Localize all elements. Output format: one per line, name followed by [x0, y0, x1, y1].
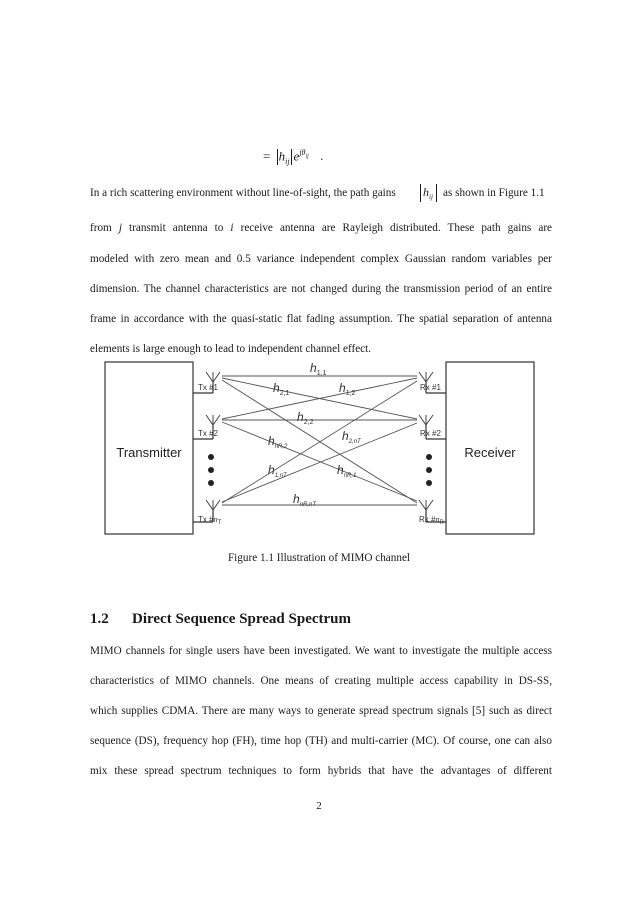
gain-label-h11: $h_{1,1}$ [310, 361, 327, 377]
paragraph-spread-spectrum-line-5: mix these spread spectrum techniques to form hybrids that have the advantages of different [90, 765, 552, 777]
equation-h-subscript: ij [285, 156, 290, 166]
paragraph-intro-line-2: from j transmit antenna to i receive antenna are Rayleigh distributed. These path gains are [90, 222, 553, 234]
path-gain-symbol: $h_{ij}$ [420, 184, 437, 202]
paragraph-spread-spectrum-line-1: MIMO channels for single users have been investigated. We want to investigate the multiple access [90, 645, 552, 657]
gain-label-h21: $h_{2,1}$ [273, 381, 290, 397]
gain-label-hnrnt: $h_{nR,nT}$ [293, 492, 317, 508]
tx1-antenna-icon [206, 372, 220, 382]
gain-label-h2nt: $h_{2,nT}$ [342, 429, 361, 445]
gain-label-h1nt: $h_{1,nT}$ [268, 463, 287, 479]
paragraph-intro-line-3: modeled with zero mean and 0.5 variance independent complex Gaussian random variables per [90, 253, 552, 265]
equation-e: e [293, 148, 300, 164]
rx1-label: Rx #1 [420, 383, 441, 392]
paragraph-intro-line-5: frame in accordance with the quasi-static flat fading assumption. The spatial separation of antenna [90, 313, 552, 325]
gain-label-h12: $h_{1,2}$ [339, 381, 356, 397]
paragraph-spread-spectrum-line-4: sequence (DS), frequency hop (FH), time hop (TH) and multi-carrier (MC). Of course, one can also [90, 735, 552, 747]
equation-h: h [278, 148, 286, 164]
gain-label-hnr1: $h_{nR,1}$ [337, 463, 357, 479]
paragraph-spread-spectrum-line-2: characteristics of MIMO channels. One means of creating multiple access capability in DS-SS, [90, 675, 552, 687]
rx2-antenna-icon [419, 415, 433, 425]
tx-dots-icon [208, 454, 214, 460]
paragraph-intro-line-6: elements is large enough to lead to independent channel effect. [90, 343, 372, 355]
gain-label-hnr2: $h_{nR,2}$ [268, 434, 288, 450]
paragraph-spread-spectrum-line-3: which supplies CDMA. There are many ways to generate spread spectrum signals [5] such as direct [90, 705, 552, 717]
section-title: Direct Sequence Spread Spectrum [132, 611, 352, 627]
equation-period: . [320, 148, 324, 164]
path-nt-2 [222, 423, 417, 502]
receiver-label: Receiver [464, 445, 516, 460]
page-number: 2 [316, 800, 322, 812]
rx-dots-icon [426, 454, 432, 460]
paragraph-intro-line-4: dimension. The channel characteristics are not changed during the transmission period of an entire [90, 283, 552, 295]
transmitter-label: Transmitter [116, 445, 182, 460]
path-2-nr [222, 422, 417, 501]
section-number: 1.2 [90, 611, 109, 627]
paragraph-intro-line-1: In a rich scattering environment without line-of-sight, the path gains $h_{ij}$ as shown in Figure 1.1 [90, 184, 545, 201]
figure-caption: Figure 1.1 Illustration of MIMO channel [227, 552, 411, 564]
rxn-antenna-icon [419, 500, 433, 510]
rxn-label: Rx $\#n_R$ [419, 515, 444, 526]
equation-exponent: jθij [299, 148, 309, 160]
tx1-label: Tx #1 [198, 383, 219, 392]
tx2-antenna-icon [206, 415, 220, 425]
rx2-label: Rx #2 [420, 429, 441, 438]
tx2-label: Tx #2 [198, 429, 219, 438]
section-heading [90, 611, 351, 628]
txn-label: Tx $\#n_T$ [198, 515, 222, 526]
txn-antenna-icon [206, 500, 220, 510]
rx1-antenna-icon [419, 372, 433, 382]
gain-label-h22: $h_{2,2}$ [297, 410, 314, 426]
equation-equals: = [263, 148, 271, 164]
